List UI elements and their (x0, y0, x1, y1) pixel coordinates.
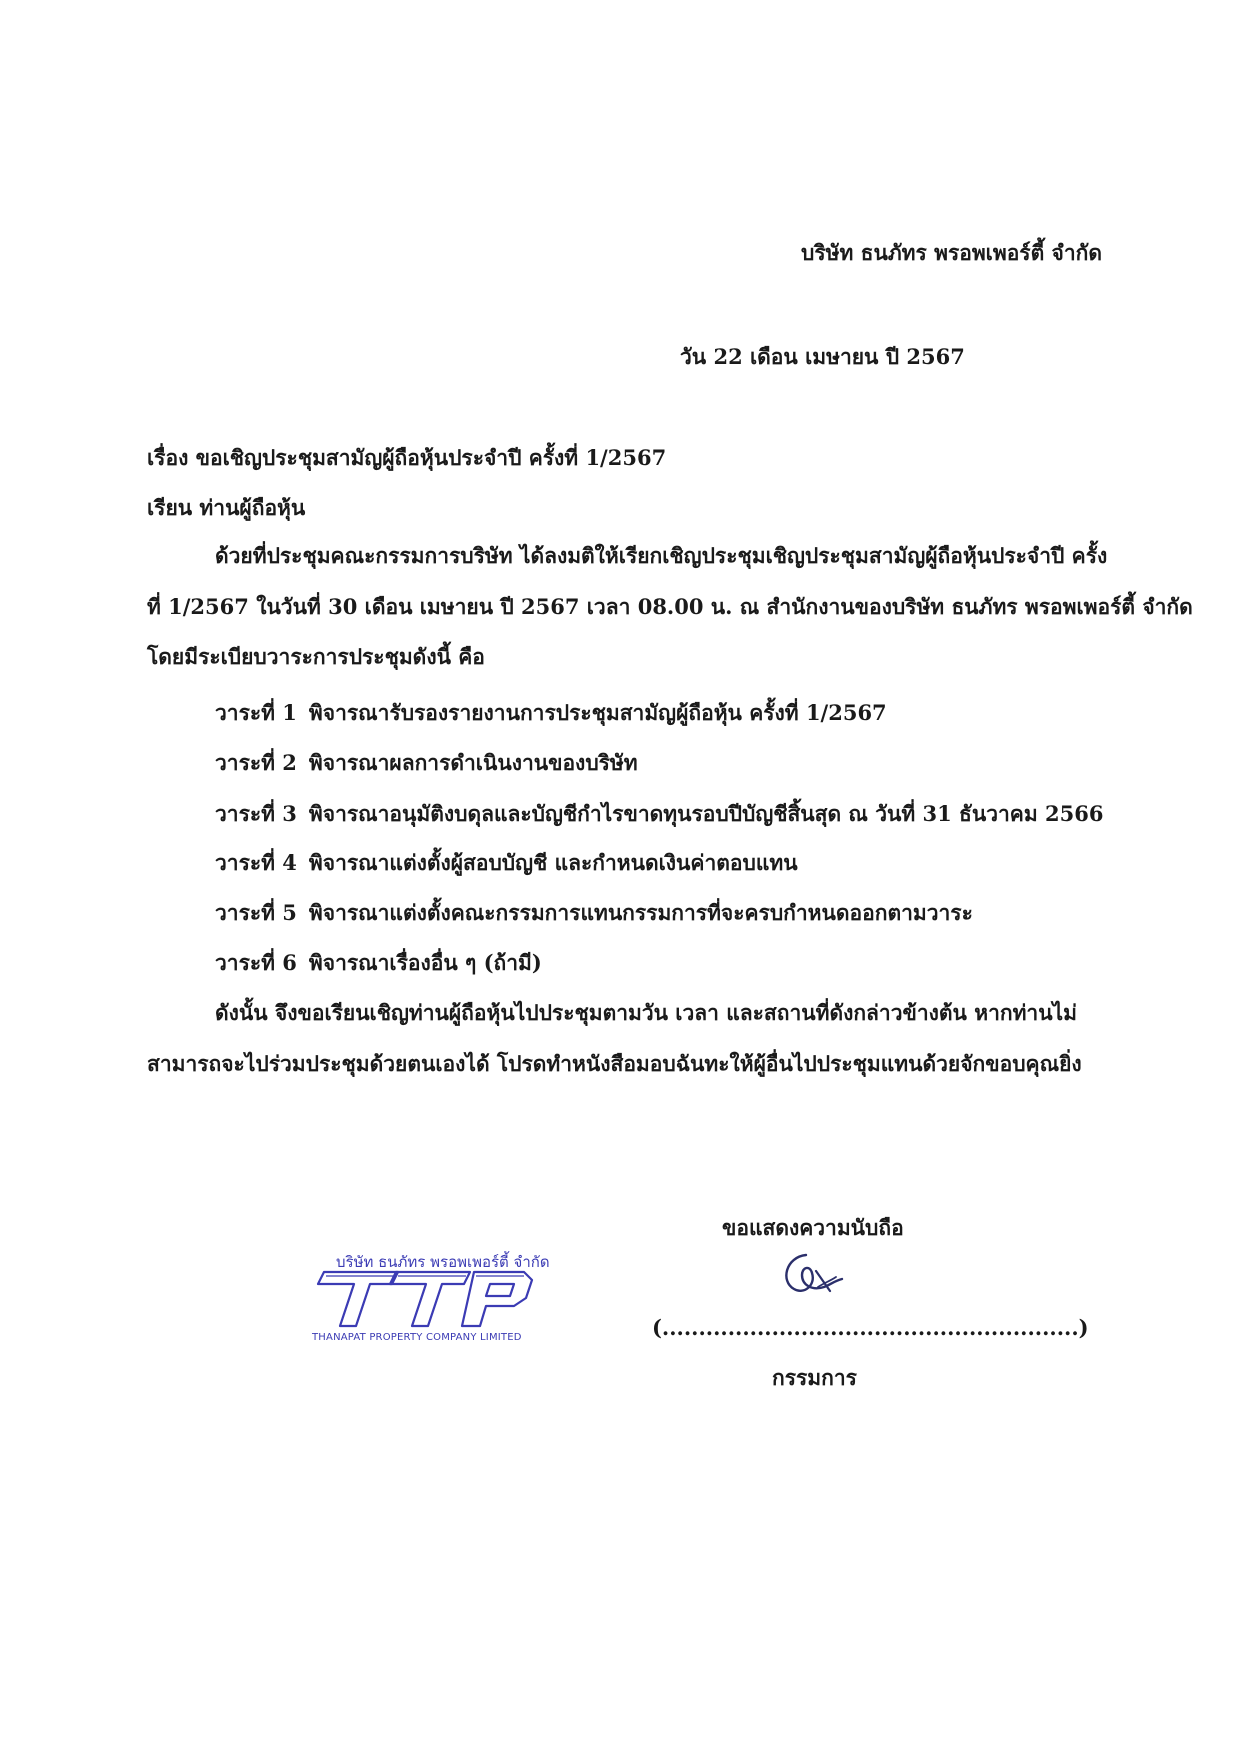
agenda-text: พิจารณาผลการดำเนินงานของบริษัท (308, 750, 638, 775)
ttp-logo-icon (310, 1268, 540, 1330)
subject-line: เรื่อง ขอเชิญประชุมสามัญผู้ถือหุ้นประจำปี ครั้งที่ 1/2567 (147, 445, 667, 470)
salutation: เรียน ท่านผู้ถือหุ้น (147, 495, 306, 520)
agenda-item (215, 748, 638, 778)
agenda-text: พิจารณาเรื่องอื่น ๆ (ถ้ามี) (308, 950, 542, 975)
letter-date: วัน 22 เดือน เมษายน ปี 2567 (680, 344, 965, 369)
agenda-number: วาระที่ 4 (215, 850, 297, 875)
signatory-position: กรรมการ (772, 1365, 857, 1390)
agenda-number: วาระที่ 5 (215, 900, 297, 925)
body-line: โดยมีระเบียบวาระการประชุมดังนี้ คือ (147, 644, 485, 669)
agenda-number: วาระที่ 1 (215, 700, 297, 725)
agenda-text: พิจารณาแต่งตั้งผู้สอบบัญชี และกำหนดเงินค่าตอบแทน (308, 850, 798, 875)
body-line: ที่ 1/2567 ในวันที่ 30 เดือน เมษายน ปี 2567 เวลา 08.00 น. ณ สำนักงานของบริษัท ธนภัทร พรอพเพอร์ตี้ จำกัด (147, 594, 1193, 619)
closing-line: ดังนั้น จึงขอเรียนเชิญท่านผู้ถือหุ้นไปประชุมตามวัน เวลา และสถานที่ดังกล่าวข้างต้น หากท่านไม่ (215, 1000, 1077, 1025)
company-stamp (310, 1250, 550, 1350)
body-line: ด้วยที่ประชุมคณะกรรมการบริษัท ได้ลงมติให้เรียกเชิญประชุมเชิญประชุมสามัญผู้ถือหุ้นประจำปี ครั้ง (215, 543, 1108, 568)
agenda-number: วาระที่ 3 (215, 801, 297, 826)
closing-line: สามารถจะไปร่วมประชุมด้วยตนเองได้ โปรดทำหนังสือมอบฉันทะให้ผู้อื่นไปประชุมแทนด้วยจักขอบคุณยิ่ง (147, 1051, 1082, 1076)
agenda-item (215, 848, 798, 878)
agenda-text: พิจารณาอนุมัติงบดุลและบัญชีกำไรขาดทุนรอบปีบัญชีสิ้นสุด ณ วันที่ 31 ธันวาคม 2566 (308, 801, 1104, 826)
agenda-item (215, 948, 542, 978)
signature-line: (.........................................................) (652, 1315, 1089, 1340)
stamp-english-name: THANAPAT PROPERTY COMPANY LIMITED (312, 1332, 522, 1343)
agenda-item (215, 698, 887, 728)
agenda-text: พิจารณาแต่งตั้งคณะกรรมการแทนกรรมการที่จะครบกำหนดออกตามวาระ (308, 900, 973, 925)
agenda-item (215, 799, 1103, 829)
regards-text: ขอแสดงความนับถือ (722, 1215, 904, 1240)
handwritten-signature (772, 1247, 852, 1311)
agenda-item (215, 898, 973, 928)
agenda-text: พิจารณารับรองรายงานการประชุมสามัญผู้ถือหุ้น ครั้งที่ 1/2567 (308, 700, 887, 725)
stamp-thai-name: บริษัท ธนภัทร พรอพเพอร์ตี้ จำกัด (336, 1253, 550, 1271)
company-name: บริษัท ธนภัทร พรอพเพอร์ตี้ จำกัด (801, 240, 1102, 265)
agenda-number: วาระที่ 6 (215, 950, 297, 975)
agenda-number: วาระที่ 2 (215, 750, 297, 775)
